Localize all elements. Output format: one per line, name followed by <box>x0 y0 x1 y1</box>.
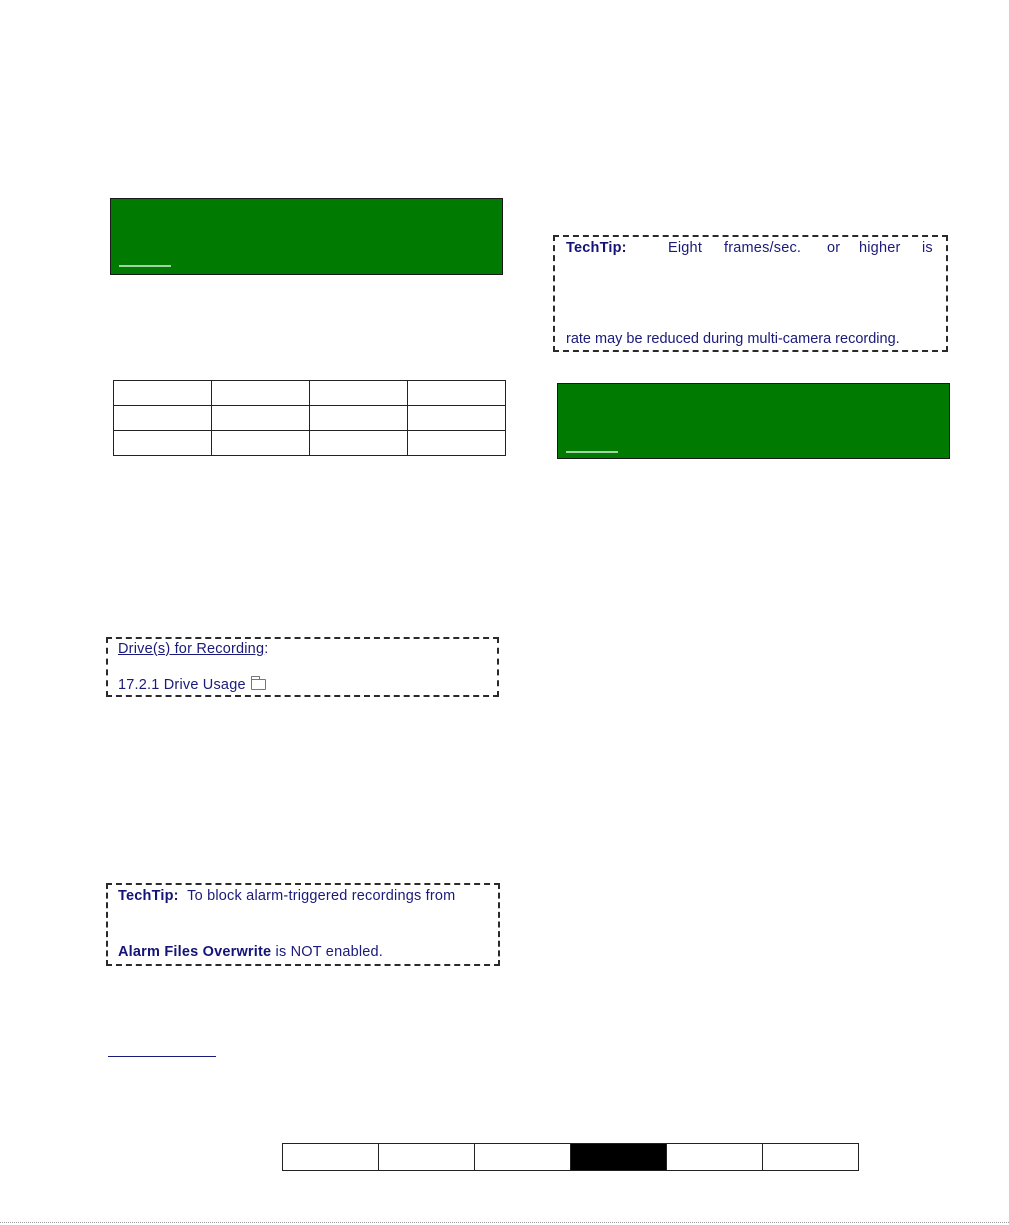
techtip-last-line: rate may be reduced during multi-camera recording. <box>566 331 900 347</box>
nav-cell[interactable] <box>667 1144 763 1171</box>
techtip-bold-term: Alarm Files Overwrite <box>118 944 272 960</box>
techtip-word: Eight <box>668 240 703 256</box>
page-nav-strip <box>282 1143 859 1171</box>
techtip-alarm-rest: is NOT enabled. <box>271 944 384 960</box>
empty-grid-table <box>113 380 506 456</box>
green-header-box-left <box>110 198 503 275</box>
techtip-alarm-line1 <box>118 888 455 904</box>
table-cell <box>212 381 310 406</box>
drive-usage-label: 17.2.1 Drive Usage <box>118 677 246 693</box>
nav-cell-active[interactable] <box>571 1144 667 1171</box>
footnote-separator <box>108 1056 216 1057</box>
techtip-label: TechTip: <box>566 240 627 256</box>
table-cell <box>408 381 506 406</box>
table-cell <box>310 406 408 431</box>
green-box-underline <box>119 265 171 267</box>
techtip-word: or <box>827 240 841 256</box>
table-row <box>114 381 506 406</box>
drive-usage-reference[interactable] <box>118 677 266 693</box>
table-cell <box>310 431 408 456</box>
techtip-word: is <box>922 240 933 256</box>
table-cell <box>114 406 212 431</box>
table-cell <box>114 431 212 456</box>
drive-recording-colon: : <box>264 641 269 657</box>
table-cell <box>212 406 310 431</box>
table-cell <box>408 431 506 456</box>
drive-recording-line <box>118 641 268 657</box>
folder-icon <box>251 679 266 690</box>
table-cell <box>408 406 506 431</box>
nav-cell[interactable] <box>379 1144 475 1171</box>
nav-row <box>283 1144 859 1171</box>
nav-cell[interactable] <box>283 1144 379 1171</box>
table-row <box>114 431 506 456</box>
techtip-label: TechTip: <box>118 888 179 904</box>
table-cell <box>212 431 310 456</box>
green-header-box-right <box>557 383 950 459</box>
nav-cell[interactable] <box>763 1144 859 1171</box>
page-bottom-edge <box>0 1222 1009 1223</box>
techtip-alarm-text: To block alarm-triggered recordings from <box>187 888 456 904</box>
green-box-underline <box>566 451 618 453</box>
techtip-alarm-line3 <box>118 944 383 960</box>
table-row <box>114 406 506 431</box>
table-cell <box>114 381 212 406</box>
table-cell <box>310 381 408 406</box>
techtip-word: higher <box>859 240 901 256</box>
techtip-word: frames/sec. <box>724 240 802 256</box>
drive-recording-link[interactable]: Drive(s) for Recording <box>118 641 265 657</box>
nav-cell[interactable] <box>475 1144 571 1171</box>
